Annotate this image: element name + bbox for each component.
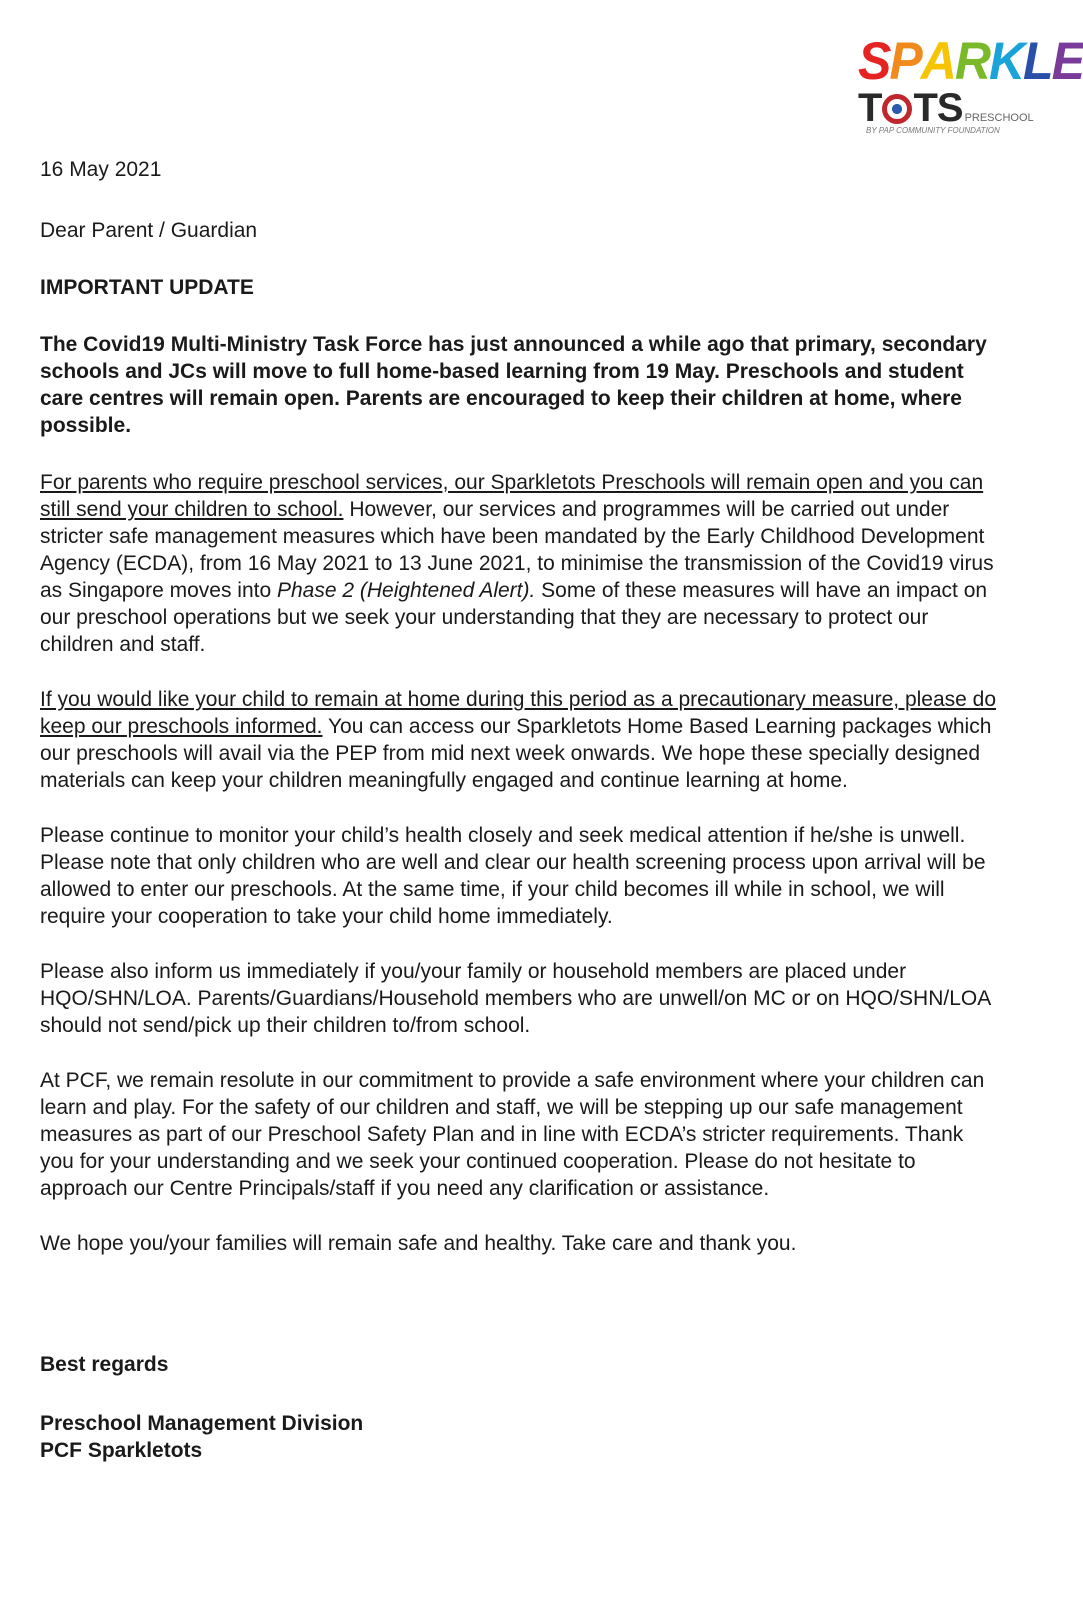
letter-date: 16 May 2021 bbox=[40, 158, 162, 181]
sparkletots-logo bbox=[858, 31, 1083, 140]
letter-headline: IMPORTANT UPDATE bbox=[40, 276, 254, 299]
logo-tots-row bbox=[858, 88, 1034, 128]
logo-letter: P bbox=[889, 31, 921, 91]
paragraph-wishes: We hope you/your families will remain safe and healthy. Take care and thank you. bbox=[40, 1232, 797, 1255]
services-phase-italic: Phase 2 (Heightened Alert). bbox=[276, 579, 536, 602]
letter-closing: Best regards bbox=[40, 1353, 169, 1376]
logo-tots-suffix: TS bbox=[913, 86, 963, 130]
logo-byline: BY PAP COMMUNITY FOUNDATION bbox=[866, 126, 1000, 135]
services-text-b: Some of these measures will have an impact on our preschool operations but we seek your understanding that they are necessary to protect our children and staff. bbox=[40, 579, 988, 656]
logo-letter: A bbox=[920, 31, 955, 91]
signature-organisation: PCF Sparkletots bbox=[40, 1439, 203, 1462]
paragraph-commitment: At PCF, we remain resolute in our commitment to provide a safe environment where your children can learn and play. For the safety of our children and staff, we will be stepping up our safe management measures as part of our Preschool Safety Plan and in line with ECDA’s stricter requirements. Thank you for your understanding and we seek your continued cooperation. Please do not hesitate to approach our Centre Principals/staff if you need any clarification or assistance. bbox=[40, 1069, 985, 1200]
letter-salutation: Dear Parent / Guardian bbox=[40, 219, 258, 242]
logo-preschool-label: PRESCHOOL bbox=[964, 112, 1034, 124]
logo-tots-prefix: T bbox=[858, 86, 882, 130]
home-text: You can access our Sparkletots Home Based Learning packages which our preschools will avail via the PEP from mid next week onwards. We hope these specially designed materials can keep your children meaningfully engaged and continue learning at home. bbox=[40, 715, 992, 792]
letter-intro: The Covid19 Multi-Ministry Task Force has just announced a while ago that primary, secondary schools and JCs will move to full home-based learning from 19 May. Preschools and student care centres will remain open. Parents are encouraged to keep their children at home, where possible. bbox=[40, 333, 987, 437]
logo-letter: K bbox=[988, 31, 1024, 91]
signature-division: Preschool Management Division bbox=[40, 1412, 364, 1435]
paragraph-home bbox=[40, 686, 1000, 794]
spacer bbox=[40, 1285, 1000, 1351]
logo-letter: E bbox=[1051, 31, 1083, 91]
logo-letter: S bbox=[858, 31, 890, 91]
paragraph-hqo: Please also inform us immediately if you/your family or household members are placed under HQO/SHN/LOA. Parents/Guardians/Household members who are unwell/on MC or on HQO/SHN/LOA should not send/pick up their children to/from school. bbox=[40, 960, 991, 1037]
letter-body bbox=[40, 156, 1000, 1464]
services-text-a: However, our services and programmes will be carried out under stricter safe management measures which have been mandated by the Early Childhood Development Agency (ECDA), from 16 May 2021 to 13 June 2021, to minimise the transmission of the Covid19 virus as Singapore moves into bbox=[40, 498, 994, 602]
paragraph-health: Please continue to monitor your child’s health closely and seek medical attention if he/she is unwell. Please note that only children who are well and clear our health screening process upon arrival will be allowed to enter our preschools. At the same time, if your child becomes ill while in school, we will require your cooperation to take your child home immediately. bbox=[40, 824, 986, 928]
services-underlined: For parents who require preschool services, our Sparkletots Preschools will remain open and you can still send your children to school. bbox=[40, 471, 984, 521]
logo-letter: L bbox=[1023, 31, 1052, 91]
paragraph-services bbox=[40, 469, 1000, 658]
logo-target-icon bbox=[882, 94, 912, 124]
home-underlined: If you would like your child to remain at home during this period as a precautionary measure, please do keep our preschools informed. bbox=[40, 688, 997, 738]
logo-letter: R bbox=[954, 31, 989, 91]
logo-sparkle-wordmark bbox=[858, 31, 1083, 91]
